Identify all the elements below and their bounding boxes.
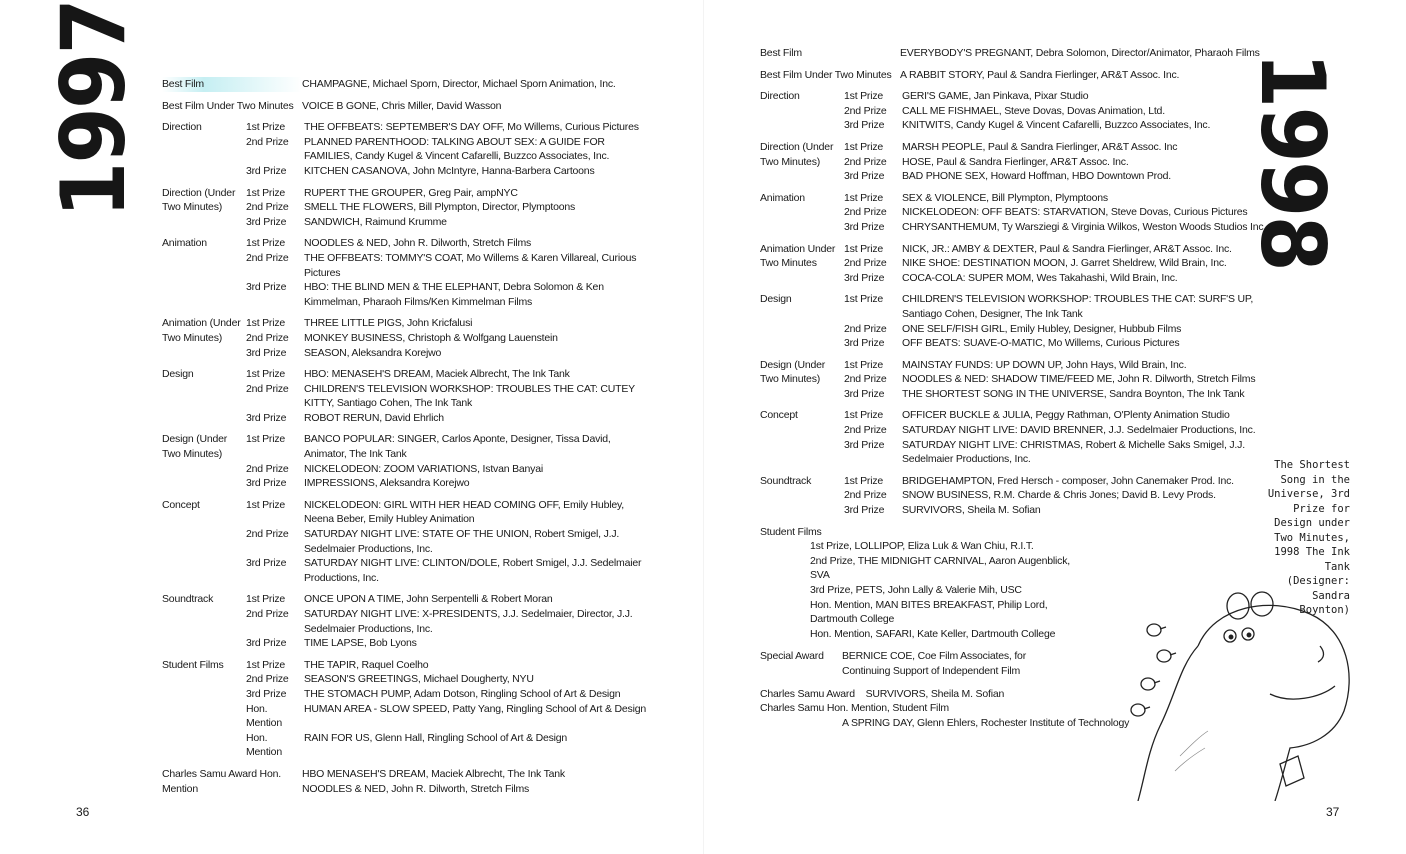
prize-label: 1st Prize xyxy=(246,433,286,446)
prize-label: 3rd Prize xyxy=(246,477,287,490)
winner-text: SATURDAY NIGHT LIVE: CHRISTMAS, Robert & Michelle Saks Smigel, J.J. Sedelmaier Productions, Inc. xyxy=(902,438,1245,466)
winner-text: HBO: THE BLIND MEN & THE ELEPHANT, Debra Solomon & Ken Kimmelman, Pharaoh Films/Ken Kimmelman Films xyxy=(304,281,604,308)
page-number-left: 36 xyxy=(76,805,90,819)
prize-label: 1st Prize xyxy=(246,593,286,606)
award-entry xyxy=(246,476,652,491)
prize-label: 2nd Prize xyxy=(246,528,289,541)
winner-text: HUMAN AREA - SLOW SPEED, Patty Yang, Ringling School of Art & Design xyxy=(304,702,646,715)
category-entries xyxy=(302,767,652,796)
award-entry xyxy=(844,256,1270,271)
award-category xyxy=(162,592,652,650)
prize-label: 3rd Prize xyxy=(844,170,885,183)
winner-text: NICKELODEON: GIRL WITH HER HEAD COMING OFF, Emily Hubley, Neena Beber, Emily Hubley Animation xyxy=(304,498,624,526)
award-entry xyxy=(302,77,652,92)
award-category xyxy=(760,46,1270,61)
winner-text: CALL ME FISHMAEL, Steve Dovas, Dovas Animation, Ltd. xyxy=(902,104,1165,117)
award-category xyxy=(162,432,652,490)
award-entry xyxy=(246,280,652,309)
winner-text: THE SHORTEST SONG IN THE UNIVERSE, Sandra Boynton, The Ink Tank xyxy=(902,387,1245,400)
winner-text: KITCHEN CASANOVA, John McIntyre, Hanna-Barbera Cartoons xyxy=(304,164,595,177)
winner-text: NOODLES & NED: SHADOW TIME/FEED ME, John R. Dilworth, Stretch Films xyxy=(902,373,1256,386)
charles-samu-hm-label: Charles Samu Hon. Mention, Student Film xyxy=(760,702,949,715)
winner-text: OFFICER BUCKLE & JULIA, Peggy Rathman, O'Plenty Animation Studio xyxy=(902,409,1230,422)
category-title: Best Film Under Two Minutes xyxy=(760,68,892,81)
page-number-right: 37 xyxy=(1326,805,1340,819)
student-film-entry: 1st Prize, LOLLIPOP, Eliza Luk & Wan Chiu, R.I.T. xyxy=(810,540,1034,553)
award-category xyxy=(162,120,652,178)
prize-label: 3rd Prize xyxy=(844,387,885,400)
category-entries xyxy=(900,46,1270,61)
award-entry xyxy=(246,462,652,477)
prize-label: 3rd Prize xyxy=(844,438,885,451)
prize-label: 3rd Prize xyxy=(844,119,885,132)
winner-text: THE STOMACH PUMP, Adam Dotson, Ringling School of Art & Design xyxy=(304,687,621,700)
winner-text: SURVIVORS, Sheila M. Sofian xyxy=(902,504,1041,517)
award-category xyxy=(162,367,652,425)
category-entries xyxy=(246,432,652,490)
winner-text: NOODLES & NED, John R. Dilworth, Stretch Films xyxy=(304,237,532,250)
category-entries xyxy=(844,474,1270,518)
hippo-birds-illustration xyxy=(1120,586,1360,801)
category-entries xyxy=(844,242,1270,286)
winner-text: ONCE UPON A TIME, John Serpentelli & Robert Moran xyxy=(304,593,553,606)
award-entry xyxy=(246,432,652,461)
category-entries xyxy=(844,89,1270,133)
special-award-text: BERNICE COE, Coe Film Associates, for Continuing Support of Independent Film xyxy=(842,650,1026,677)
category-title: Soundtrack xyxy=(760,474,812,487)
winner-text: MONKEY BUSINESS, Christoph & Wolfgang Lauenstein xyxy=(304,331,558,344)
award-category xyxy=(162,658,652,760)
winner-text: ROBOT RERUN, David Ehrlich xyxy=(304,411,444,424)
prize-label: 2nd Prize xyxy=(246,608,289,620)
winner-text: BAD PHONE SEX, Howard Hoffman, HBO Downtown Prod. xyxy=(902,170,1171,183)
category-entries xyxy=(246,120,652,178)
award-entry xyxy=(302,767,652,782)
winner-text: BANCO POPULAR: SINGER, Carlos Aponte, Designer, Tissa David, Animator, The Ink Tank xyxy=(304,433,611,461)
winner-text: SNOW BUSINESS, R.M. Charde & Chris Jones; David B. Levy Prods. xyxy=(902,489,1216,502)
student-film-entry: 2nd Prize, THE MIDNIGHT CARNIVAL, Aaron Augenblick, SVA xyxy=(810,554,1070,582)
award-category xyxy=(760,191,1270,235)
award-category xyxy=(162,498,652,586)
award-entry xyxy=(246,331,652,346)
category-entries xyxy=(246,658,652,760)
winner-text: SATURDAY NIGHT LIVE: STATE OF THE UNION, Robert Smigel, J.J. Sedelmaier Productions, Inc. xyxy=(304,528,620,555)
winner-text: TIME LAPSE, Bob Lyons xyxy=(304,637,417,650)
category-title: Direction (Under Two Minutes) xyxy=(760,140,834,168)
award-entry xyxy=(302,782,652,797)
prize-label: 1st Prize xyxy=(246,186,286,199)
winner-text: SATURDAY NIGHT LIVE: CLINTON/DOLE, Robert Smigel, J.J. Sedelmaier Productions, Inc. xyxy=(304,557,642,584)
award-entry xyxy=(844,438,1270,467)
winner-text: A RABBIT STORY, Paul & Sandra Fierlinger, AR&T Assoc. Inc. xyxy=(900,68,1180,81)
winner-text: HBO MENASEH'S DREAM, Maciek Albrecht, The Ink Tank xyxy=(302,767,565,780)
award-entry xyxy=(900,68,1270,83)
winner-text: OFF BEATS: SUAVE-O-MATIC, Mo Willems, Curious Pictures xyxy=(902,337,1180,350)
category-title: Best Film Under Two Minutes xyxy=(162,99,294,112)
category-title: Design (Under Two Minutes) xyxy=(760,358,826,386)
category-entries xyxy=(246,316,652,360)
prize-label: 1st Prize xyxy=(246,237,286,250)
award-category xyxy=(760,140,1270,184)
category-title: Soundtrack xyxy=(162,593,214,606)
winner-text: CHRYSANTHEMUM, Ty Warsziegi & Virginia Wilkos, Weston Woods Studios Inc. xyxy=(902,220,1267,233)
category-title: Best Film xyxy=(760,47,802,59)
award-entry xyxy=(246,411,652,426)
category-title: Animation xyxy=(162,237,207,250)
category-title: Best Film xyxy=(162,77,302,92)
year-heading-1997: 1997 xyxy=(42,0,145,218)
category-title: Design xyxy=(162,368,194,381)
category-entries xyxy=(302,99,652,114)
award-entry xyxy=(844,503,1270,518)
prize-label: 2nd Prize xyxy=(246,673,289,686)
student-film-entry: Hon. Mention, MAN BITES BREAKFAST, Philip Lord, Dartmouth College xyxy=(810,598,1048,626)
winner-text: HBO: MENASEH'S DREAM, Maciek Albrecht, The Ink Tank xyxy=(304,368,570,381)
award-entry xyxy=(246,498,652,527)
award-category xyxy=(760,292,1270,350)
winner-text: IMPRESSIONS, Aleksandra Korejwo xyxy=(304,477,470,490)
winner-text: RUPERT THE GROUPER, Greg Pair, ampNYC xyxy=(304,186,518,199)
award-category xyxy=(162,99,652,114)
category-title: Concept xyxy=(760,409,798,422)
prize-label: 2nd Prize xyxy=(246,251,289,264)
award-entry xyxy=(844,358,1270,373)
prize-label: 1st Prize xyxy=(844,140,884,153)
prize-label: 1st Prize xyxy=(844,191,884,204)
prize-label: 3rd Prize xyxy=(844,271,885,284)
winner-text: THE OFFBEATS: SEPTEMBER'S DAY OFF, Mo Willems, Curious Pictures xyxy=(304,121,639,134)
prize-label: 1st Prize xyxy=(246,121,286,134)
award-entry xyxy=(246,636,652,651)
award-entry xyxy=(246,251,652,280)
award-entry xyxy=(844,242,1270,257)
category-entries xyxy=(844,358,1270,402)
prize-label: 3rd Prize xyxy=(246,411,287,424)
illustration-caption: The Shortest Song in the Universe, 3rd Prize for Design under Two Minutes, 1998 The Ink Tank (Designer: Sandra Boynton) xyxy=(1267,459,1350,616)
winner-text: THREE LITTLE PIGS, John Kricfalusi xyxy=(304,317,473,330)
category-title: Animation Under Two Minutes xyxy=(760,242,836,270)
category-title: Direction xyxy=(760,90,800,103)
category-entries xyxy=(844,408,1270,466)
prize-label: 3rd Prize xyxy=(246,637,287,650)
category-entries xyxy=(844,292,1270,350)
winner-text: SATURDAY NIGHT LIVE: X-PRESIDENTS, J.J. Sedelmaier, Director, J.J. Sedelmaier Productions, Inc. xyxy=(304,608,633,635)
award-entry xyxy=(844,271,1270,286)
prize-label: 3rd Prize xyxy=(246,346,287,359)
category-title: Design (Under Two Minutes) xyxy=(162,433,228,461)
award-entry xyxy=(844,322,1270,337)
prize-label: 2nd Prize xyxy=(844,257,887,270)
special-award-label: Special Award xyxy=(760,650,824,663)
award-entry xyxy=(246,527,652,556)
category-title: Direction xyxy=(162,121,202,134)
award-entry xyxy=(246,236,652,251)
prize-label: 2nd Prize xyxy=(844,424,887,437)
award-category xyxy=(760,358,1270,402)
prize-label: 3rd Prize xyxy=(246,215,287,228)
category-entries xyxy=(246,236,652,309)
prize-label: 2nd Prize xyxy=(246,135,289,148)
category-entries xyxy=(246,592,652,650)
prize-label: 3rd Prize xyxy=(844,337,885,350)
page-gutter xyxy=(703,0,704,854)
winner-text: EVERYBODY'S PREGNANT, Debra Solomon, Director/Animator, Pharaoh Films xyxy=(900,47,1260,59)
award-entry xyxy=(844,191,1270,206)
award-entry xyxy=(844,220,1270,235)
winner-text: KNITWITS, Candy Kugel & Vincent Cafarelli, Buzzco Associates, Inc. xyxy=(902,119,1211,132)
winner-text: MARSH PEOPLE, Paul & Sandra Fierlinger, AR&T Assoc. Inc xyxy=(902,140,1178,153)
category-title: Animation xyxy=(760,191,805,204)
award-entry xyxy=(246,382,652,411)
charles-samu-hm-text: A SPRING DAY, Glenn Ehlers, Rochester Institute of Technology xyxy=(842,716,1130,729)
award-categories-1998 xyxy=(760,46,1270,518)
award-entry xyxy=(246,556,652,585)
category-entries xyxy=(844,191,1270,235)
award-entry xyxy=(844,140,1270,155)
winner-text: SEX & VIOLENCE, Bill Plympton, Plymptoons xyxy=(902,191,1108,204)
award-entry xyxy=(844,169,1270,184)
category-title: Charles Samu Award Hon. Mention xyxy=(162,767,281,795)
award-category xyxy=(760,68,1270,83)
winner-text: NIKE SHOE: DESTINATION MOON, J. Garret Sheldrew, Wild Brain, Inc. xyxy=(902,257,1227,270)
award-entry xyxy=(246,215,652,230)
winner-text: NICKELODEON: ZOOM VARIATIONS, Istvan Banyai xyxy=(304,462,543,475)
winner-text: SATURDAY NIGHT LIVE: DAVID BRENNER, J.J. Sedelmaier Productions, Inc. xyxy=(902,424,1256,437)
award-entry xyxy=(844,292,1270,321)
award-entry xyxy=(844,118,1270,133)
prize-label: 3rd Prize xyxy=(844,220,885,233)
winner-text: VOICE B GONE, Chris Miller, David Wasson xyxy=(302,99,502,112)
year-heading-1998: 1998 xyxy=(1241,52,1344,270)
category-entries xyxy=(302,77,652,92)
prize-label: 2nd Prize xyxy=(246,201,289,214)
award-category xyxy=(162,316,652,360)
prize-label: 3rd Prize xyxy=(246,687,287,700)
prize-label: 3rd Prize xyxy=(246,281,287,294)
winner-text: NICKELODEON: OFF BEATS: STARVATION, Steve Dovas, Curious Pictures xyxy=(902,206,1248,219)
award-entry xyxy=(246,687,652,702)
award-entry xyxy=(246,731,652,760)
prize-label: 1st Prize xyxy=(246,368,286,381)
prize-label: 2nd Prize xyxy=(844,489,887,502)
award-entry xyxy=(246,120,652,135)
award-entry xyxy=(844,474,1270,489)
prize-label: 1st Prize xyxy=(844,409,884,422)
prize-label: 2nd Prize xyxy=(246,331,289,344)
category-title: Concept xyxy=(162,498,200,511)
winner-text: GERI'S GAME, Jan Pinkava, Pixar Studio xyxy=(902,90,1089,103)
category-title: Design xyxy=(760,293,792,306)
award-entry xyxy=(246,367,652,382)
award-entry xyxy=(246,346,652,361)
winner-text: HOSE, Paul & Sandra Fierlinger, AR&T Assoc. Inc. xyxy=(902,155,1129,168)
student-film-entry: Hon. Mention, SAFARI, Kate Keller, Dartmouth College xyxy=(810,627,1056,640)
prize-label: Hon. Mention xyxy=(246,731,282,759)
winner-text: NICK, JR.: AMBY & DEXTER, Paul & Sandra Fierlinger, AR&T Assoc. Inc. xyxy=(902,242,1232,255)
winner-text: BRIDGEHAMPTON, Fred Hersch - composer, John Canemaker Prod. Inc. xyxy=(902,474,1234,487)
prize-label: 1st Prize xyxy=(844,90,884,103)
award-category xyxy=(760,408,1270,466)
winner-text: THE TAPIR, Raquel Coelho xyxy=(304,658,429,671)
award-entry xyxy=(246,186,652,201)
award-entry xyxy=(844,372,1270,387)
prize-label: 2nd Prize xyxy=(246,382,289,395)
prize-label: 3rd Prize xyxy=(844,504,885,517)
category-title: Direction (Under Two Minutes) xyxy=(162,186,236,214)
award-entry xyxy=(844,104,1270,119)
charles-samu-label: Charles Samu Award xyxy=(760,687,855,700)
prize-label: 3rd Prize xyxy=(246,164,287,177)
winner-text: SEASON'S GREETINGS, Michael Dougherty, NYU xyxy=(304,673,534,686)
award-entry xyxy=(844,336,1270,351)
award-category xyxy=(760,474,1270,518)
award-entry xyxy=(246,592,652,607)
award-category xyxy=(760,89,1270,133)
winner-text: NOODLES & NED, John R. Dilworth, Stretch Films xyxy=(302,782,530,795)
winner-text: SMELL THE FLOWERS, Bill Plympton, Director, Plymptoons xyxy=(304,201,576,214)
prize-label: 2nd Prize xyxy=(844,155,887,168)
category-entries xyxy=(246,498,652,586)
charles-samu-text: SURVIVORS, Sheila M. Sofian xyxy=(865,687,1005,700)
winner-text: MAINSTAY FUNDS: UP DOWN UP, John Hays, Wild Brain, Inc. xyxy=(902,358,1187,371)
prize-label: 1st Prize xyxy=(246,658,286,671)
winner-text: CHILDREN'S TELEVISION WORKSHOP: TROUBLES THE CAT: SURF'S UP, Santiago Cohen, Designer, The Ink Tank xyxy=(902,293,1254,320)
award-entry xyxy=(246,702,652,731)
prize-label: 2nd Prize xyxy=(246,462,289,475)
award-entry xyxy=(844,155,1270,170)
award-category xyxy=(162,77,652,92)
category-title: Animation (Under Two Minutes) xyxy=(162,317,241,344)
prize-label: 1st Prize xyxy=(246,317,286,330)
category-entries xyxy=(246,186,652,230)
award-entry xyxy=(844,488,1270,503)
prize-label: 2nd Prize xyxy=(844,104,887,117)
award-entry xyxy=(844,408,1270,423)
award-entry xyxy=(246,658,652,673)
award-entry xyxy=(246,135,652,164)
category-entries xyxy=(900,68,1270,83)
award-entry xyxy=(246,164,652,179)
award-category xyxy=(162,186,652,230)
category-title: Student Films xyxy=(162,658,224,671)
category-entries xyxy=(246,367,652,425)
prize-label: 2nd Prize xyxy=(844,322,887,335)
winner-text: COCA-COLA: SUPER MOM, Wes Takahashi, Wild Brain, Inc. xyxy=(902,271,1178,284)
prize-label: 1st Prize xyxy=(844,242,884,255)
award-entry xyxy=(900,46,1270,61)
award-entry xyxy=(246,607,652,636)
award-entry xyxy=(246,200,652,215)
award-category xyxy=(162,236,652,309)
award-entry xyxy=(302,99,652,114)
awards-list-1997 xyxy=(162,77,652,803)
award-entry xyxy=(844,205,1270,220)
prize-label: 1st Prize xyxy=(246,498,286,511)
prize-label: 2nd Prize xyxy=(844,206,887,219)
winner-text: SANDWICH, Raimund Krumme xyxy=(304,215,447,228)
winner-text: RAIN FOR US, Glenn Hall, Ringling School of Art & Design xyxy=(304,731,568,744)
winner-text: CHAMPAGNE, Michael Sporn, Director, Michael Sporn Animation, Inc. xyxy=(302,78,616,90)
winner-text: ONE SELF/FISH GIRL, Emily Hubley, Designer, Hubbub Films xyxy=(902,322,1182,335)
prize-label: 1st Prize xyxy=(844,293,884,306)
award-entry xyxy=(844,89,1270,104)
category-title: Student Films xyxy=(760,525,822,538)
award-entry xyxy=(844,387,1270,402)
prize-label: 2nd Prize xyxy=(844,373,887,386)
prize-label: 3rd Prize xyxy=(246,557,287,570)
category-entries xyxy=(844,140,1270,184)
winner-text: THE OFFBEATS: TOMMY'S COAT, Mo Willems & Karen Villareal, Curious Pictures xyxy=(304,251,637,279)
winner-text: PLANNED PARENTHOOD: TALKING ABOUT SEX: A GUIDE FOR FAMILIES, Candy Kugel & Vincent Cafarelli, Buzzco Associates, Inc. xyxy=(304,135,610,163)
award-entry xyxy=(844,423,1270,438)
winner-text: CHILDREN'S TELEVISION WORKSHOP: TROUBLES THE CAT: CUTEY KITTY, Santiago Cohen, The Ink Tank xyxy=(304,382,635,410)
award-entry xyxy=(246,316,652,331)
prize-label: Hon. Mention xyxy=(246,702,282,730)
award-category xyxy=(162,767,652,796)
award-entry xyxy=(246,672,652,687)
award-category xyxy=(760,242,1270,286)
prize-label: 1st Prize xyxy=(844,358,884,371)
winner-text: SEASON, Aleksandra Korejwo xyxy=(304,346,442,359)
prize-label: 1st Prize xyxy=(844,474,884,487)
student-film-entry: 3rd Prize, PETS, John Lally & Valerie Mih, USC xyxy=(810,584,1022,596)
